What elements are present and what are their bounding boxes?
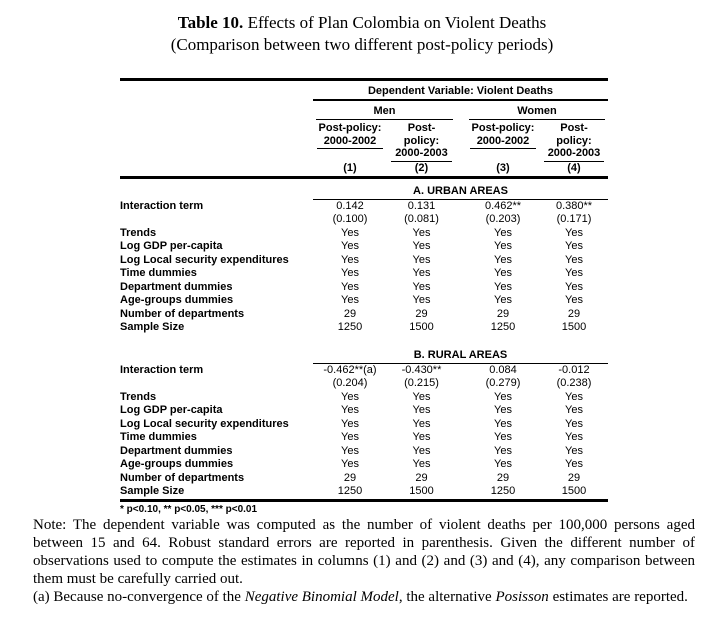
cell-value: Yes	[494, 267, 512, 279]
cell-value: Yes	[494, 444, 512, 457]
column-number-row	[120, 162, 608, 175]
group-gap	[456, 267, 466, 281]
row-label: Age-groups dummies	[120, 294, 234, 306]
cell-value: Yes	[412, 280, 431, 293]
row-label: Age-groups dummies	[120, 458, 234, 470]
cell-value: Yes	[412, 226, 431, 239]
row-label	[120, 213, 313, 227]
table-number: Table 10.	[177, 13, 244, 32]
cell-value: 1250	[337, 321, 363, 333]
group-gap	[456, 281, 466, 295]
group-gap	[456, 377, 466, 391]
group-gap	[456, 308, 466, 322]
group-header-women: Women	[469, 105, 605, 120]
column-header-4: Post-policy: 2000-2003	[540, 122, 608, 162]
cell-value: 0.380**	[555, 199, 593, 212]
column-number-2: (2)	[414, 161, 429, 174]
table-row	[120, 485, 608, 499]
cell-value: 1500	[409, 485, 434, 497]
cell-value: Yes	[494, 253, 512, 266]
row-label: Number of departments	[120, 307, 245, 320]
cell-value: Yes	[412, 240, 431, 252]
group-gap	[456, 431, 466, 445]
row-label: Trends	[120, 390, 157, 403]
table-row	[120, 254, 608, 268]
table-title-block	[0, 12, 724, 56]
table-row	[120, 200, 608, 214]
cell-value: Yes	[412, 390, 431, 403]
cell-value: 0.131	[407, 199, 436, 212]
group-gap	[456, 391, 466, 405]
cell-value: (0.171)	[556, 213, 592, 225]
cell-value: Yes	[341, 253, 359, 266]
cell-value: Yes	[412, 417, 431, 430]
table-row	[120, 240, 608, 254]
table-row	[120, 472, 608, 486]
cell-value: Yes	[341, 444, 359, 457]
cell-value: Yes	[565, 226, 583, 239]
cell-value: Yes	[565, 280, 583, 293]
row-label: Time dummies	[120, 431, 197, 443]
panel-rural-rows	[120, 364, 608, 499]
group-gap	[456, 200, 466, 214]
cell-value: Yes	[565, 267, 583, 279]
cell-value: 29	[567, 471, 581, 484]
table-title	[0, 12, 724, 34]
cell-value: 1250	[490, 485, 516, 497]
group-header-men: Men	[316, 105, 453, 120]
cell-value: Yes	[565, 404, 583, 416]
table-row	[120, 281, 608, 295]
note-paragraph: Note: The dependent variable was computed as the number of violent deaths per 100,000 persons aged between 15 and 64. Robust standard errors are reported in parenthesis. Given the different number of observations used to compute the estimates in columns (1) and (2) and (3) and (4), any comparison between them must be carefully carried out.	[33, 517, 695, 587]
cell-value: 29	[567, 307, 581, 320]
significance-note: * p<0.10, ** p<0.05, *** p<0.01	[120, 503, 258, 515]
column-number-3: (3)	[496, 161, 510, 174]
cell-value: 1500	[561, 485, 587, 497]
cell-value: (0.238)	[556, 377, 592, 389]
column-number-4: (4)	[567, 161, 581, 174]
panel-urban-rows	[120, 200, 608, 335]
results-table	[120, 78, 608, 516]
group-header-row	[120, 105, 608, 120]
row-label: Trends	[120, 226, 157, 239]
group-gap	[456, 227, 466, 241]
cell-value: Yes	[341, 431, 359, 443]
cell-value: Yes	[412, 404, 431, 416]
group-gap	[456, 162, 466, 175]
row-label: Sample Size	[120, 485, 185, 497]
table-note	[33, 516, 695, 606]
column-header-2: Post-policy: 2000-2003	[387, 122, 456, 162]
cell-value: Yes	[565, 294, 583, 306]
cell-value: Yes	[341, 226, 359, 239]
dependent-variable-header: Dependent Variable: Violent Deaths	[313, 81, 608, 101]
cell-value: 29	[496, 471, 510, 484]
panel-rural-header: B. RURAL AREAS	[313, 349, 608, 364]
table-row	[120, 321, 608, 335]
column-header-spacer	[120, 122, 313, 162]
column-number-spacer	[120, 162, 313, 175]
group-gap	[456, 240, 466, 254]
cell-value: 1500	[561, 321, 587, 333]
cell-value: Yes	[494, 280, 512, 293]
cell-value: 1250	[490, 321, 516, 333]
cell-value: (0.279)	[485, 377, 521, 389]
cell-value: -0.012	[558, 363, 590, 376]
cell-value: (0.081)	[404, 213, 439, 225]
cell-value: -0.462**(a)	[323, 363, 377, 376]
group-gap	[456, 122, 466, 162]
cell-value: Yes	[494, 390, 512, 403]
cell-value: (0.100)	[332, 213, 368, 225]
cell-value: Yes	[565, 390, 583, 403]
table-row	[120, 418, 608, 432]
cell-value: Yes	[412, 431, 431, 443]
cell-value: (0.203)	[485, 213, 521, 225]
row-label: Log GDP per-capita	[120, 240, 223, 252]
row-label: Number of departments	[120, 471, 245, 484]
group-gap	[456, 445, 466, 459]
cell-value: Yes	[341, 280, 359, 293]
table-row	[120, 308, 608, 322]
footnote-a: (a) Because no-convergence of the Negative Binomial Model, the alternative Posisson estimates are reported.	[33, 589, 688, 605]
cell-value: Yes	[565, 253, 583, 266]
cell-value: Yes	[494, 458, 512, 470]
table-row	[120, 431, 608, 445]
cell-value: Yes	[341, 458, 359, 470]
cell-value: 29	[415, 307, 428, 320]
column-number-1: (1)	[343, 161, 357, 174]
cell-value: Yes	[341, 294, 359, 306]
cell-value: Yes	[341, 240, 359, 252]
table-row	[120, 377, 608, 391]
cell-value: Yes	[565, 417, 583, 430]
row-label: Log Local security expenditures	[120, 253, 289, 266]
row-label: Department dummies	[120, 444, 233, 457]
table-row	[120, 294, 608, 308]
cell-value: Yes	[412, 444, 431, 457]
cell-value: Yes	[412, 267, 431, 279]
cell-value: Yes	[412, 294, 431, 306]
row-label: Interaction term	[120, 199, 204, 212]
group-gap	[456, 485, 466, 499]
column-header-row	[120, 122, 608, 162]
cell-value: Yes	[341, 404, 359, 416]
table-row	[120, 391, 608, 405]
group-gap	[456, 472, 466, 486]
cell-value: Yes	[341, 417, 359, 430]
panel-rural	[120, 349, 608, 499]
table-title-text: Effects of Plan Colombia on Violent Deaths	[243, 13, 547, 32]
cell-value: 29	[343, 471, 357, 484]
cell-value: 0.142	[336, 199, 364, 212]
row-label: Log Local security expenditures	[120, 417, 289, 430]
table-row	[120, 267, 608, 281]
cell-value: Yes	[494, 417, 512, 430]
row-label: Interaction term	[120, 363, 204, 376]
cell-value: 29	[415, 471, 428, 484]
table-row	[120, 364, 608, 378]
cell-value: Yes	[494, 226, 512, 239]
group-gap	[456, 418, 466, 432]
panel-urban	[120, 185, 608, 335]
panel-urban-header: A. URBAN AREAS	[313, 185, 608, 200]
cell-value: 0.462**	[484, 199, 522, 212]
cell-value: 29	[496, 307, 510, 320]
row-label: Department dummies	[120, 280, 233, 293]
group-gap	[456, 105, 466, 120]
cell-value: Yes	[565, 240, 583, 252]
cell-value: Yes	[341, 390, 359, 403]
cell-value: Yes	[494, 240, 512, 252]
group-gap	[456, 294, 466, 308]
group-gap	[456, 321, 466, 335]
row-label	[120, 377, 313, 391]
row-label: Log GDP per-capita	[120, 404, 223, 416]
cell-value: Yes	[565, 458, 583, 470]
cell-value: -0.430**	[401, 363, 442, 376]
cell-value: Yes	[341, 267, 359, 279]
row-label: Sample Size	[120, 321, 185, 333]
cell-value: 0.084	[489, 363, 517, 376]
group-gap	[456, 458, 466, 472]
row-label: Time dummies	[120, 267, 197, 279]
table-row	[120, 458, 608, 472]
table-row	[120, 404, 608, 418]
table-row	[120, 445, 608, 459]
cell-value: Yes	[494, 431, 512, 443]
cell-value: 1250	[337, 485, 363, 497]
cell-value: 29	[343, 307, 357, 320]
table-row	[120, 213, 608, 227]
cell-value: Yes	[494, 294, 512, 306]
group-gap	[456, 213, 466, 227]
table-subtitle: (Comparison between two different post-policy periods)	[170, 35, 554, 54]
cell-value: Yes	[412, 253, 431, 266]
column-header-3: Post-policy: 2000-2002	[466, 122, 540, 162]
group-gap	[456, 254, 466, 268]
column-header-1: Post-policy: 2000-2002	[313, 122, 387, 162]
group-gap	[456, 364, 466, 378]
cell-value: Yes	[494, 404, 512, 416]
cell-value: Yes	[412, 458, 431, 470]
table-row	[120, 227, 608, 241]
cell-value: Yes	[565, 444, 583, 457]
cell-value: (0.215)	[404, 377, 439, 389]
header-divider-rule	[120, 176, 608, 179]
group-gap	[456, 404, 466, 418]
cell-value: Yes	[565, 431, 583, 443]
cell-value: 1500	[409, 321, 434, 333]
cell-value: (0.204)	[332, 377, 368, 389]
group-header-spacer	[120, 105, 313, 120]
